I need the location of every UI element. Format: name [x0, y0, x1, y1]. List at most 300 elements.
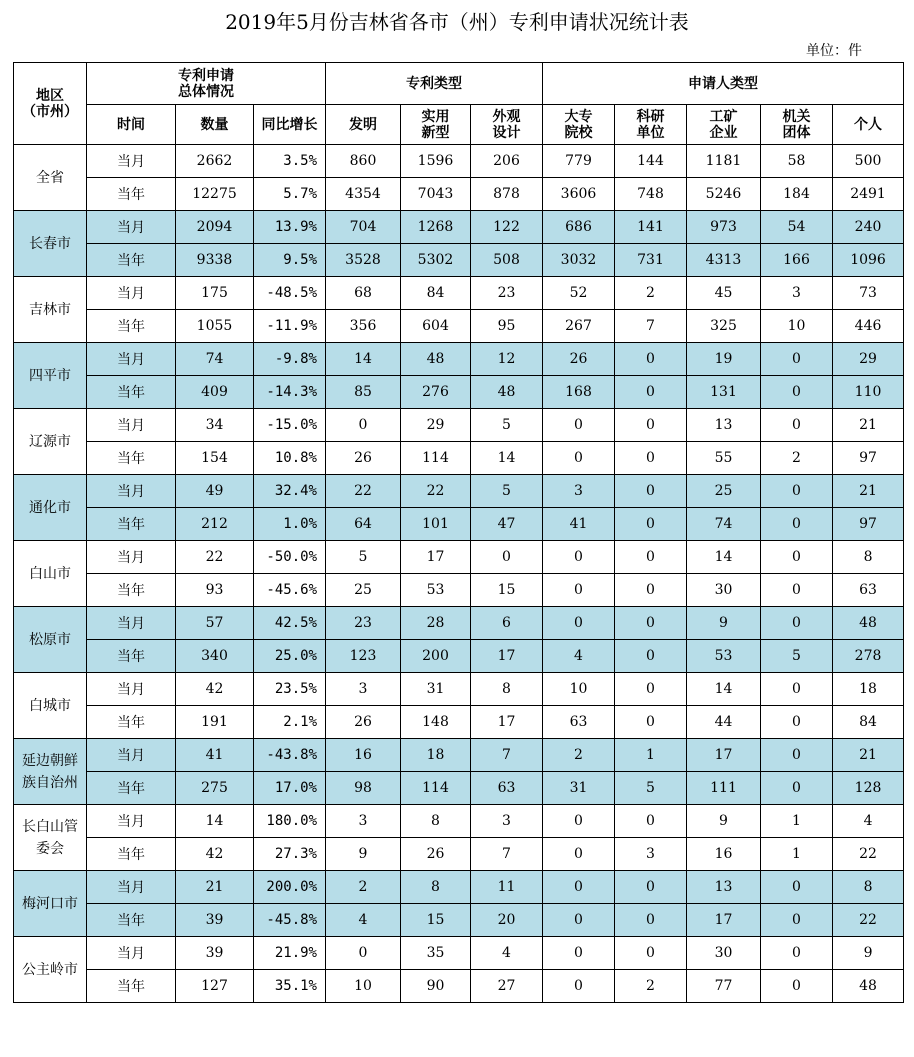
value-cell: 3 [543, 475, 615, 508]
value-cell: 604 [401, 310, 471, 343]
period-cell: 当年 [87, 970, 176, 1003]
value-cell: 409 [176, 376, 254, 409]
value-cell: 23 [471, 277, 543, 310]
value-cell: 21 [833, 739, 904, 772]
value-cell: 98 [326, 772, 401, 805]
value-cell: 0 [543, 805, 615, 838]
value-cell: 16 [687, 838, 761, 871]
value-cell: 0 [471, 541, 543, 574]
value-cell: 17 [687, 739, 761, 772]
growth-cell: 17.0% [254, 772, 326, 805]
statistics-table [13, 62, 904, 1003]
growth-cell: 180.0% [254, 805, 326, 838]
table-body [14, 145, 904, 1003]
region-cell: 梅河口市 [14, 871, 87, 937]
value-cell: 21 [833, 475, 904, 508]
value-cell: 14 [176, 805, 254, 838]
value-cell: 278 [833, 640, 904, 673]
col-header: 外观 设计 [471, 105, 543, 145]
value-cell: 148 [401, 706, 471, 739]
table-row [14, 640, 904, 673]
period-cell: 当年 [87, 178, 176, 211]
value-cell: 11 [471, 871, 543, 904]
value-cell: 168 [543, 376, 615, 409]
value-cell: 3606 [543, 178, 615, 211]
value-cell: 0 [761, 871, 833, 904]
table-row [14, 871, 904, 904]
table-row [14, 310, 904, 343]
value-cell: 22 [833, 838, 904, 871]
table-row [14, 145, 904, 178]
value-cell: 154 [176, 442, 254, 475]
value-cell: 21 [176, 871, 254, 904]
value-cell: 122 [471, 211, 543, 244]
growth-cell: 3.5% [254, 145, 326, 178]
table-row [14, 772, 904, 805]
value-cell: 54 [761, 211, 833, 244]
value-cell: 0 [615, 475, 687, 508]
value-cell: 500 [833, 145, 904, 178]
value-cell: 10 [326, 970, 401, 1003]
col-header: 时间 [87, 105, 176, 145]
value-cell: 8 [833, 541, 904, 574]
value-cell: 17 [401, 541, 471, 574]
value-cell: 8 [471, 673, 543, 706]
value-cell: 0 [615, 574, 687, 607]
value-cell: 5 [761, 640, 833, 673]
period-cell: 当月 [87, 409, 176, 442]
value-cell: 5 [615, 772, 687, 805]
value-cell: 68 [326, 277, 401, 310]
period-cell: 当月 [87, 343, 176, 376]
growth-cell: 10.8% [254, 442, 326, 475]
growth-cell: -45.6% [254, 574, 326, 607]
value-cell: 446 [833, 310, 904, 343]
value-cell: 55 [687, 442, 761, 475]
value-cell: 17 [471, 640, 543, 673]
value-cell: 44 [687, 706, 761, 739]
value-cell: 4 [833, 805, 904, 838]
table-row [14, 343, 904, 376]
value-cell: 12 [471, 343, 543, 376]
value-cell: 212 [176, 508, 254, 541]
value-cell: 9 [687, 607, 761, 640]
value-cell: 49 [176, 475, 254, 508]
value-cell: 26 [543, 343, 615, 376]
value-cell: 64 [326, 508, 401, 541]
col-header: 实用 新型 [401, 105, 471, 145]
growth-cell: 9.5% [254, 244, 326, 277]
col-header: 大专 院校 [543, 105, 615, 145]
value-cell: 275 [176, 772, 254, 805]
value-cell: 860 [326, 145, 401, 178]
table-row [14, 541, 904, 574]
value-cell: 184 [761, 178, 833, 211]
growth-cell: 25.0% [254, 640, 326, 673]
value-cell: 779 [543, 145, 615, 178]
period-cell: 当月 [87, 475, 176, 508]
value-cell: 23 [326, 607, 401, 640]
value-cell: 123 [326, 640, 401, 673]
table-row [14, 739, 904, 772]
table-row [14, 277, 904, 310]
growth-cell: -48.5% [254, 277, 326, 310]
value-cell: 101 [401, 508, 471, 541]
growth-cell: 35.1% [254, 970, 326, 1003]
value-cell: 5246 [687, 178, 761, 211]
region-cell: 辽源市 [14, 409, 87, 475]
period-cell: 当月 [87, 277, 176, 310]
value-cell: 5 [471, 409, 543, 442]
period-cell: 当年 [87, 640, 176, 673]
value-cell: 93 [176, 574, 254, 607]
value-cell: 1268 [401, 211, 471, 244]
value-cell: 1 [615, 739, 687, 772]
value-cell: 85 [326, 376, 401, 409]
value-cell: 0 [761, 739, 833, 772]
region-cell: 白山市 [14, 541, 87, 607]
region-cell: 长白山管 委会 [14, 805, 87, 871]
period-cell: 当月 [87, 541, 176, 574]
value-cell: 15 [401, 904, 471, 937]
period-cell: 当年 [87, 904, 176, 937]
value-cell: 18 [833, 673, 904, 706]
header-region: 地区 （市州） [14, 63, 87, 145]
value-cell: 63 [543, 706, 615, 739]
value-cell: 0 [761, 904, 833, 937]
table-row [14, 904, 904, 937]
value-cell: 22 [326, 475, 401, 508]
value-cell: 39 [176, 904, 254, 937]
value-cell: 340 [176, 640, 254, 673]
value-cell: 0 [615, 442, 687, 475]
col-header: 同比增长 [254, 105, 326, 145]
table-row [14, 376, 904, 409]
growth-cell: 5.7% [254, 178, 326, 211]
table-row [14, 970, 904, 1003]
region-cell: 延边朝鲜 族自治州 [14, 739, 87, 805]
value-cell: 0 [543, 409, 615, 442]
value-cell: 508 [471, 244, 543, 277]
value-cell: 2 [615, 970, 687, 1003]
growth-cell: -45.8% [254, 904, 326, 937]
value-cell: 0 [543, 904, 615, 937]
value-cell: 9338 [176, 244, 254, 277]
value-cell: 19 [687, 343, 761, 376]
value-cell: 0 [761, 475, 833, 508]
col-header: 机关 团体 [761, 105, 833, 145]
table-row [14, 475, 904, 508]
value-cell: 9 [326, 838, 401, 871]
value-cell: 8 [833, 871, 904, 904]
value-cell: 0 [761, 376, 833, 409]
value-cell: 10 [761, 310, 833, 343]
growth-cell: 21.9% [254, 937, 326, 970]
value-cell: 166 [761, 244, 833, 277]
value-cell: 22 [176, 541, 254, 574]
value-cell: 45 [687, 277, 761, 310]
value-cell: 29 [401, 409, 471, 442]
table-row [14, 937, 904, 970]
value-cell: 686 [543, 211, 615, 244]
value-cell: 34 [176, 409, 254, 442]
value-cell: 4354 [326, 178, 401, 211]
value-cell: 0 [543, 838, 615, 871]
period-cell: 当月 [87, 937, 176, 970]
value-cell: 97 [833, 508, 904, 541]
value-cell: 2 [761, 442, 833, 475]
period-cell: 当年 [87, 772, 176, 805]
page-title: 2019年5月份吉林省各市（州）专利申请状况统计表 [225, 10, 689, 34]
value-cell: 53 [687, 640, 761, 673]
value-cell: 7 [471, 739, 543, 772]
value-cell: 7 [471, 838, 543, 871]
value-cell: 7043 [401, 178, 471, 211]
value-cell: 12275 [176, 178, 254, 211]
value-cell: 4313 [687, 244, 761, 277]
region-cell: 通化市 [14, 475, 87, 541]
value-cell: 206 [471, 145, 543, 178]
value-cell: 18 [401, 739, 471, 772]
period-cell: 当年 [87, 310, 176, 343]
period-cell: 当年 [87, 838, 176, 871]
value-cell: 128 [833, 772, 904, 805]
value-cell: 35 [401, 937, 471, 970]
value-cell: 0 [761, 673, 833, 706]
value-cell: 48 [833, 607, 904, 640]
growth-cell: -43.8% [254, 739, 326, 772]
header-applicant-type: 申请人类型 [543, 63, 904, 105]
value-cell: 20 [471, 904, 543, 937]
value-cell: 0 [615, 541, 687, 574]
value-cell: 0 [615, 409, 687, 442]
value-cell: 52 [543, 277, 615, 310]
value-cell: 0 [761, 409, 833, 442]
value-cell: 95 [471, 310, 543, 343]
growth-cell: 200.0% [254, 871, 326, 904]
header-patent-type: 专利类型 [326, 63, 543, 105]
value-cell: 110 [833, 376, 904, 409]
growth-cell: -15.0% [254, 409, 326, 442]
table-row [14, 244, 904, 277]
value-cell: 41 [176, 739, 254, 772]
value-cell: 748 [615, 178, 687, 211]
value-cell: 8 [401, 805, 471, 838]
value-cell: 17 [471, 706, 543, 739]
table-row [14, 838, 904, 871]
value-cell: 0 [615, 508, 687, 541]
value-cell: 31 [401, 673, 471, 706]
growth-cell: 23.5% [254, 673, 326, 706]
value-cell: 3528 [326, 244, 401, 277]
unit-label: 单位：件 [806, 43, 862, 59]
value-cell: 48 [471, 376, 543, 409]
value-cell: 27 [471, 970, 543, 1003]
value-cell: 7 [615, 310, 687, 343]
region-cell: 长春市 [14, 211, 87, 277]
value-cell: 39 [176, 937, 254, 970]
value-cell: 74 [176, 343, 254, 376]
value-cell: 276 [401, 376, 471, 409]
value-cell: 0 [615, 706, 687, 739]
value-cell: 0 [543, 574, 615, 607]
value-cell: 111 [687, 772, 761, 805]
value-cell: 0 [761, 541, 833, 574]
value-cell: 58 [761, 145, 833, 178]
value-cell: 1 [761, 805, 833, 838]
value-cell: 731 [615, 244, 687, 277]
period-cell: 当月 [87, 805, 176, 838]
value-cell: 200 [401, 640, 471, 673]
table-row [14, 178, 904, 211]
value-cell: 21 [833, 409, 904, 442]
table-row [14, 574, 904, 607]
value-cell: 13 [687, 871, 761, 904]
value-cell: 141 [615, 211, 687, 244]
col-header: 工矿 企业 [687, 105, 761, 145]
value-cell: 14 [687, 673, 761, 706]
value-cell: 84 [401, 277, 471, 310]
period-cell: 当月 [87, 673, 176, 706]
growth-cell: -14.3% [254, 376, 326, 409]
value-cell: 5 [326, 541, 401, 574]
period-cell: 当月 [87, 145, 176, 178]
value-cell: 74 [687, 508, 761, 541]
value-cell: 9 [833, 937, 904, 970]
growth-cell: 1.0% [254, 508, 326, 541]
region-cell: 白城市 [14, 673, 87, 739]
growth-cell: 32.4% [254, 475, 326, 508]
value-cell: 144 [615, 145, 687, 178]
value-cell: 29 [833, 343, 904, 376]
value-cell: 0 [543, 937, 615, 970]
growth-cell: 42.5% [254, 607, 326, 640]
value-cell: 2 [543, 739, 615, 772]
value-cell: 2 [615, 277, 687, 310]
value-cell: 267 [543, 310, 615, 343]
value-cell: 240 [833, 211, 904, 244]
period-cell: 当年 [87, 706, 176, 739]
value-cell: 47 [471, 508, 543, 541]
value-cell: 97 [833, 442, 904, 475]
value-cell: 0 [761, 343, 833, 376]
value-cell: 0 [615, 376, 687, 409]
value-cell: 30 [687, 574, 761, 607]
value-cell: 0 [615, 904, 687, 937]
value-cell: 9 [687, 805, 761, 838]
value-cell: 127 [176, 970, 254, 1003]
value-cell: 53 [401, 574, 471, 607]
value-cell: 2 [326, 871, 401, 904]
value-cell: 973 [687, 211, 761, 244]
value-cell: 2662 [176, 145, 254, 178]
table-row [14, 607, 904, 640]
value-cell: 114 [401, 772, 471, 805]
value-cell: 325 [687, 310, 761, 343]
value-cell: 0 [615, 805, 687, 838]
period-cell: 当年 [87, 376, 176, 409]
value-cell: 0 [615, 937, 687, 970]
region-cell: 全省 [14, 145, 87, 211]
value-cell: 48 [401, 343, 471, 376]
value-cell: 90 [401, 970, 471, 1003]
period-cell: 当年 [87, 244, 176, 277]
value-cell: 16 [326, 739, 401, 772]
value-cell: 0 [761, 970, 833, 1003]
growth-cell: 27.3% [254, 838, 326, 871]
value-cell: 0 [543, 607, 615, 640]
col-header: 个人 [833, 105, 904, 145]
value-cell: 77 [687, 970, 761, 1003]
value-cell: 3 [326, 673, 401, 706]
value-cell: 57 [176, 607, 254, 640]
value-cell: 14 [687, 541, 761, 574]
value-cell: 31 [543, 772, 615, 805]
growth-cell: -9.8% [254, 343, 326, 376]
value-cell: 26 [326, 442, 401, 475]
growth-cell: 2.1% [254, 706, 326, 739]
value-cell: 26 [401, 838, 471, 871]
value-cell: 4 [543, 640, 615, 673]
value-cell: 4 [326, 904, 401, 937]
value-cell: 0 [326, 937, 401, 970]
value-cell: 0 [615, 871, 687, 904]
value-cell: 25 [687, 475, 761, 508]
value-cell: 41 [543, 508, 615, 541]
value-cell: 13 [687, 409, 761, 442]
value-cell: 73 [833, 277, 904, 310]
value-cell: 704 [326, 211, 401, 244]
value-cell: 1181 [687, 145, 761, 178]
region-cell: 吉林市 [14, 277, 87, 343]
period-cell: 当月 [87, 871, 176, 904]
value-cell: 3 [761, 277, 833, 310]
value-cell: 2491 [833, 178, 904, 211]
value-cell: 1055 [176, 310, 254, 343]
value-cell: 0 [615, 640, 687, 673]
value-cell: 48 [833, 970, 904, 1003]
value-cell: 63 [471, 772, 543, 805]
growth-cell: -11.9% [254, 310, 326, 343]
period-cell: 当月 [87, 607, 176, 640]
region-cell: 四平市 [14, 343, 87, 409]
value-cell: 114 [401, 442, 471, 475]
value-cell: 6 [471, 607, 543, 640]
region-cell: 松原市 [14, 607, 87, 673]
period-cell: 当月 [87, 739, 176, 772]
value-cell: 30 [687, 937, 761, 970]
value-cell: 25 [326, 574, 401, 607]
value-cell: 0 [761, 574, 833, 607]
value-cell: 878 [471, 178, 543, 211]
table-row [14, 673, 904, 706]
value-cell: 5302 [401, 244, 471, 277]
value-cell: 1596 [401, 145, 471, 178]
value-cell: 28 [401, 607, 471, 640]
region-cell: 公主岭市 [14, 937, 87, 1003]
value-cell: 0 [761, 937, 833, 970]
value-cell: 14 [326, 343, 401, 376]
header-overall: 专利申请 总体情况 [87, 63, 326, 105]
period-cell: 当年 [87, 574, 176, 607]
table-row [14, 508, 904, 541]
value-cell: 3 [326, 805, 401, 838]
value-cell: 10 [543, 673, 615, 706]
value-cell: 26 [326, 706, 401, 739]
value-cell: 2094 [176, 211, 254, 244]
value-cell: 17 [687, 904, 761, 937]
value-cell: 15 [471, 574, 543, 607]
